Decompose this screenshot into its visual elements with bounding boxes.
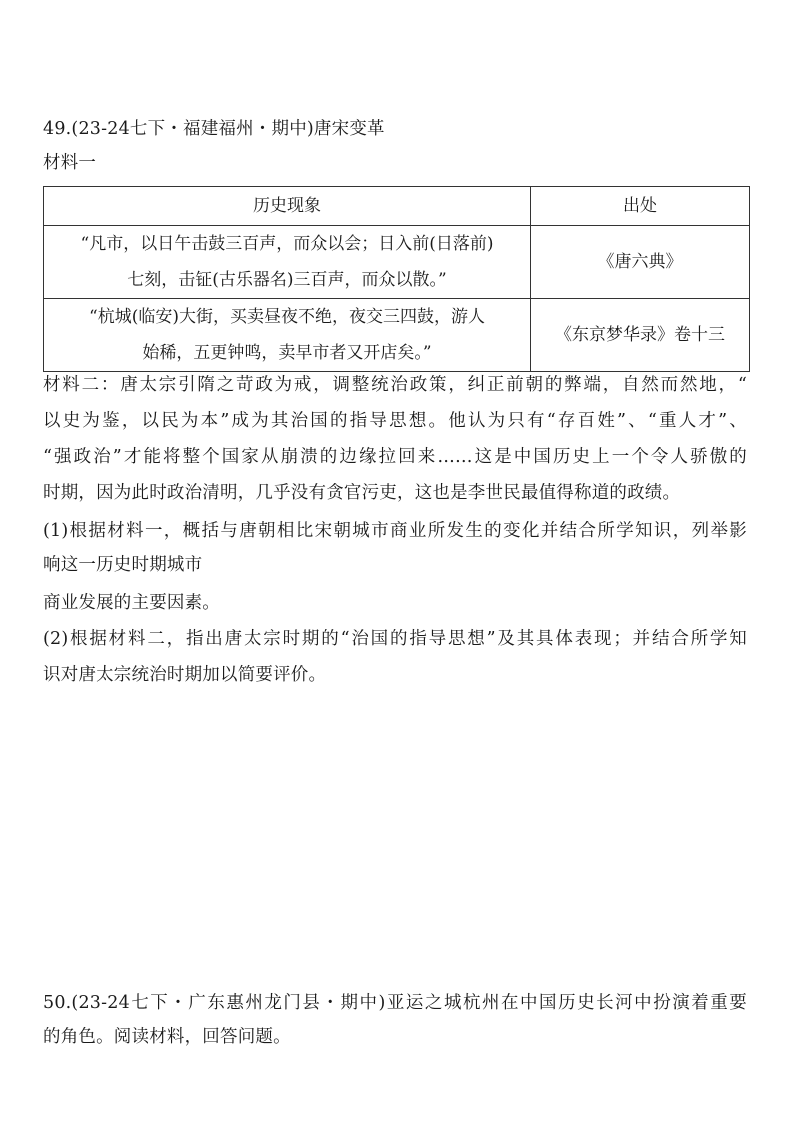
material-1-label: 材料一 bbox=[43, 153, 97, 173]
table-cell-line: 七刻，击钲(古乐器名)三百声，而众以散。” bbox=[127, 270, 447, 290]
table-cell-phenomenon bbox=[44, 226, 531, 299]
material-2-line: 材料二：唐太宗引隋之苛政为戒，调整统治政策，纠正前朝的弊端，自然而然地，“ bbox=[43, 375, 747, 395]
material-2-line: 以史为鉴，以民为本”成为其治国的指导思想。他认为只有“存百姓”、“重人才”、 bbox=[43, 411, 747, 431]
material-2-line: 时期，因为此时政治清明，几乎没有贪官污吏，这也是李世民最值得称道的政绩。 bbox=[43, 483, 681, 503]
question-1-line: (1)根据材料一，概括与唐朝相比宋朝城市商业所发生的变化并结合所学知识，列举影 bbox=[43, 521, 747, 541]
question-50-line: 50.(23-24七下・广东惠州龙门县・期中)亚运之城杭州在中国历史长河中扮演着重要 bbox=[43, 993, 747, 1013]
question-2-line: 识对唐太宗统治时期加以简要评价。 bbox=[43, 665, 327, 685]
table-cell-source: 《东京梦华录》卷十三 bbox=[531, 299, 750, 372]
material-2-line: “强政治”才能将整个国家从崩溃的边缘拉回来……这是中国历史上一个令人骄傲的 bbox=[43, 447, 747, 467]
table-header-source: 出处 bbox=[531, 187, 750, 226]
table-cell-source: 《唐六典》 bbox=[531, 226, 750, 299]
question-50-line: 的角色。阅读材料，回答问题。 bbox=[43, 1027, 291, 1047]
table-row bbox=[44, 299, 750, 372]
question-1-line: 商业发展的主要因素。 bbox=[43, 593, 220, 613]
history-table bbox=[43, 186, 750, 372]
table-cell-line: “杭城(临安)大街，买卖昼夜不绝，夜交三四鼓，游人 bbox=[89, 307, 485, 327]
table-cell-phenomenon bbox=[44, 299, 531, 372]
table-cell-line: “凡市，以日午击鼓三百声，而众以会；日入前(日落前) bbox=[80, 234, 494, 254]
table-header-phenomenon: 历史现象 bbox=[44, 187, 531, 226]
question-49-heading: 49.(23-24七下・福建福州・期中)唐宋变革 bbox=[43, 119, 385, 139]
table-header-row bbox=[44, 187, 750, 226]
question-2-line: (2)根据材料二，指出唐太宗时期的“治国的指导思想”及其具体表现；并结合所学知 bbox=[43, 629, 747, 649]
table-row bbox=[44, 226, 750, 299]
question-1-line: 响这一历史时期城市 bbox=[43, 555, 203, 575]
table-cell-line: 始稀，五更钟鸣，卖早市者又开店矣。” bbox=[142, 343, 432, 363]
